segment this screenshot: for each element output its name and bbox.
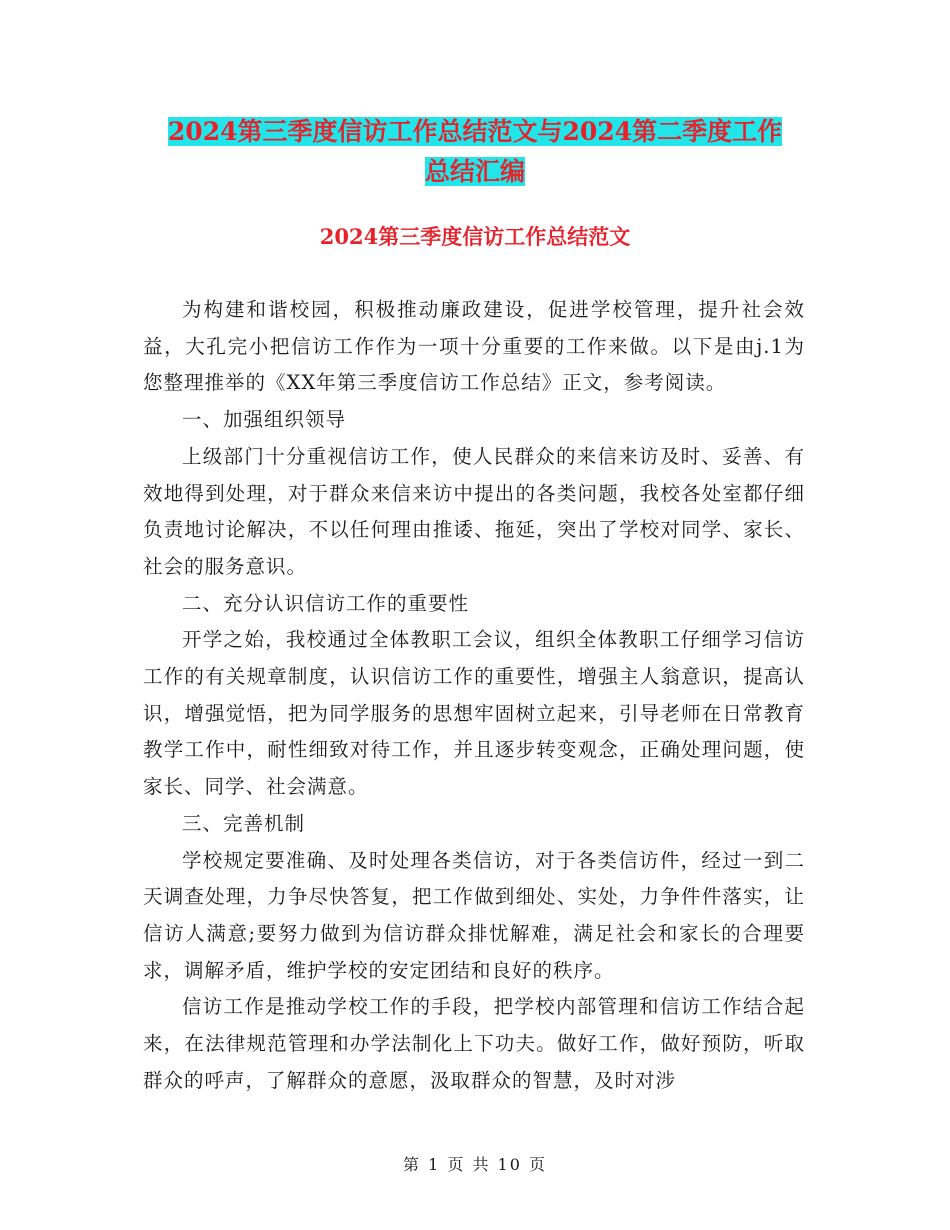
paragraph: 信访工作是推动学校工作的手段，把学校内部管理和信访工作结合起来，在法律规范管理和办学法制化上下功夫。做好工作，做好预防，听取群众的呼声，了解群众的意愿，汲取群众的智慧，及时对涉 xyxy=(143,995,805,1092)
paragraph: 上级部门十分重视信访工作，使人民群众的来信来访及时、妥善、有效地得到处理，对于群众来信来访中提出的各类问题，我校各处室都仔细负责地讨论解决，不以任何理由推诿、拖延，突出了学校对同学、家长、社会的服务意识。 xyxy=(143,444,805,578)
heading-1: 一、加强组织领导 xyxy=(182,408,347,432)
paragraph: 为构建和谐校园，积极推动廉政建设，促进学校管理，提升社会效益，大孔完小把信访工作作为一项十分重要的工作来做。以下是由j.1为您整理推举的《XX年第三季度信访工作总结》正文，参考阅读。 xyxy=(143,298,805,395)
document-title-line1: 2024第三季度信访工作总结范文与2024第二季度工作 xyxy=(167,117,783,146)
document-title-line2: 总结汇编 xyxy=(424,157,525,186)
document-body xyxy=(143,292,805,1099)
paragraph: 学校规定要准确、及时处理各类信访，对于各类信访件，经过一到二天调查处理，力争尽快答复，把工作做到细处、实处，力争件件落实，让信访人满意;要努力做到为信访群众排忧解难，满足社会和家长的合理要求，调解矛盾，维护学校的安定团结和良好的秩序。 xyxy=(143,848,805,982)
section-title: 2024第三季度信访工作总结范文 xyxy=(319,224,631,249)
heading-3: 三、完善机制 xyxy=(182,811,306,835)
document-title xyxy=(0,112,950,192)
page-number: 第 1 页 共 10 页 xyxy=(403,1155,547,1174)
heading-2: 二、充分认识信访工作的重要性 xyxy=(182,591,470,615)
paragraph: 开学之始，我校通过全体教职工会议，组织全体教职工仔细学习信访工作的有关规章制度，认识信访工作的重要性，增强主人翁意识，提高认识，增强觉悟，把为同学服务的思想牢固树立起来，引导老师在日常教育教学工作中，耐性细致对待工作，并且逐步转变观念，正确处理问题，使家长、同学、社会满意。 xyxy=(143,628,805,799)
